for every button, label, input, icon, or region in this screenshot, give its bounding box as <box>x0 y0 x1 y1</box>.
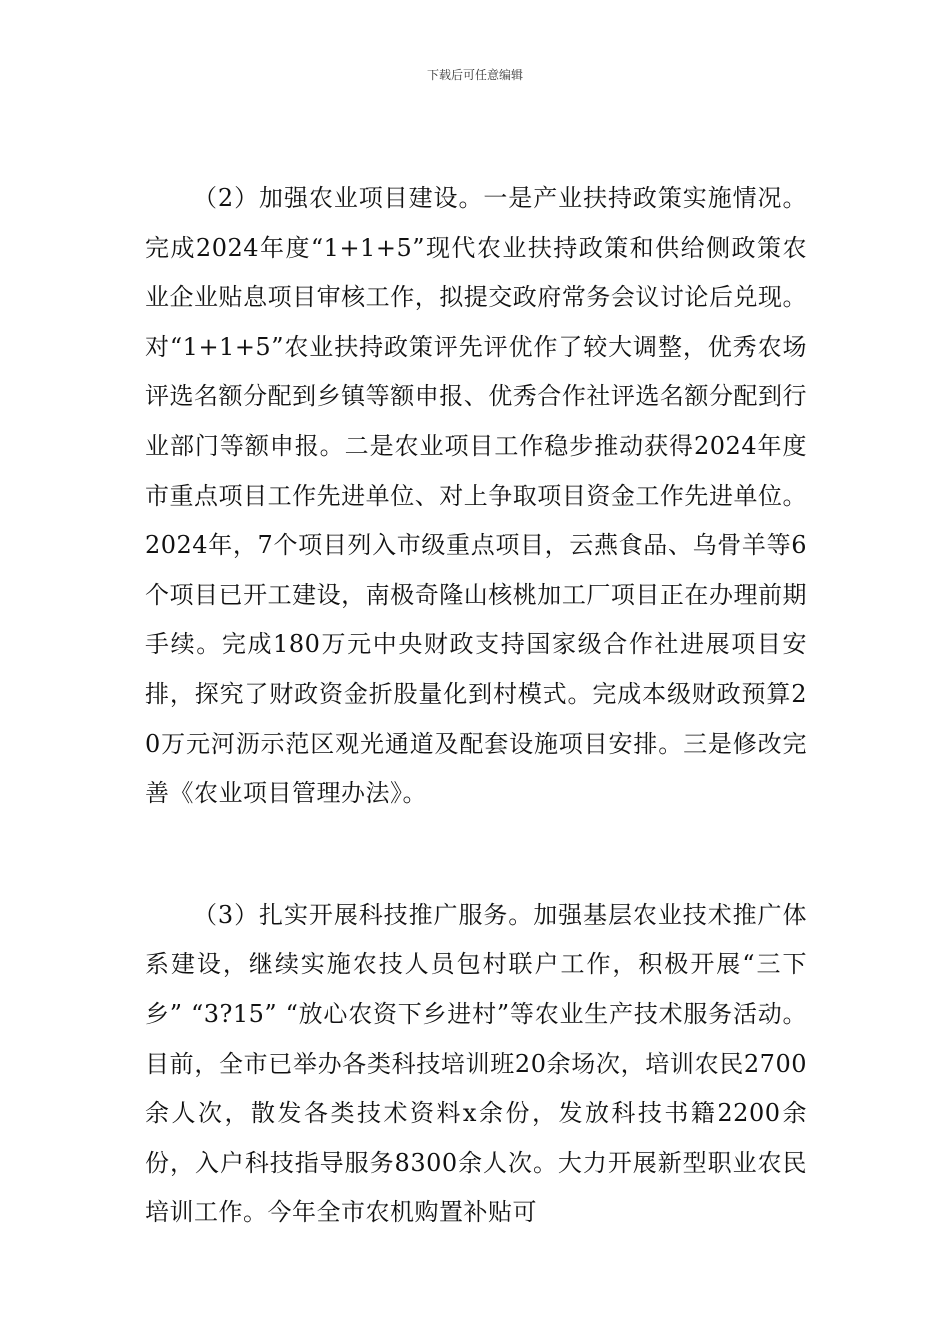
document-body <box>145 174 807 1238</box>
paragraph-agri-projects: （2）加强农业项目建设。一是产业扶持政策实施情况。完成2024年度“1+1+5”现代农业扶持政策和供给侧政策农业企业贴息项目审核工作，拟提交政府常务会议讨论后兑现。对“1+1+5”农业扶持政策评先评优作了较大调整，优秀农场评选名额分配到乡镇等额申报、优秀合作社评选名额分配到行业部门等额申报。二是农业项目工作稳步推动获得2024年度市重点项目工作先进单位、对上争取项目资金工作先进单位。2024年，7个项目列入市级重点项目，云燕食品、乌骨羊等6个项目已开工建设，南极奇隆山核桃加工厂项目正在办理前期手续。完成180万元中央财政支持国家级合作社进展项目安排，探究了财政资金折股量化到村模式。完成本级财政预算20万元河沥示范区观光通道及配套设施项目安排。三是修改完善《农业项目管理办法》。 <box>145 184 807 808</box>
page-header-note: 下载后可任意编辑 <box>426 68 523 82</box>
paragraph-tech-extension: （3）扎实开展科技推广服务。加强基层农业技术推广体系建设，继续实施农技人员包村联户工作，积极开展“三下乡” “3?15” “放心农资下乡进村”等农业生产技术服务活动。目前，全市已举办各类科技培训班20余场次，培训农民2700余人次，散发各类技术资料x余份，发放科技书籍2200余份，入户科技指导服务8300余人次。大力开展新型职业农民培训工作。今年全市农机购置补贴可 <box>145 900 807 1227</box>
